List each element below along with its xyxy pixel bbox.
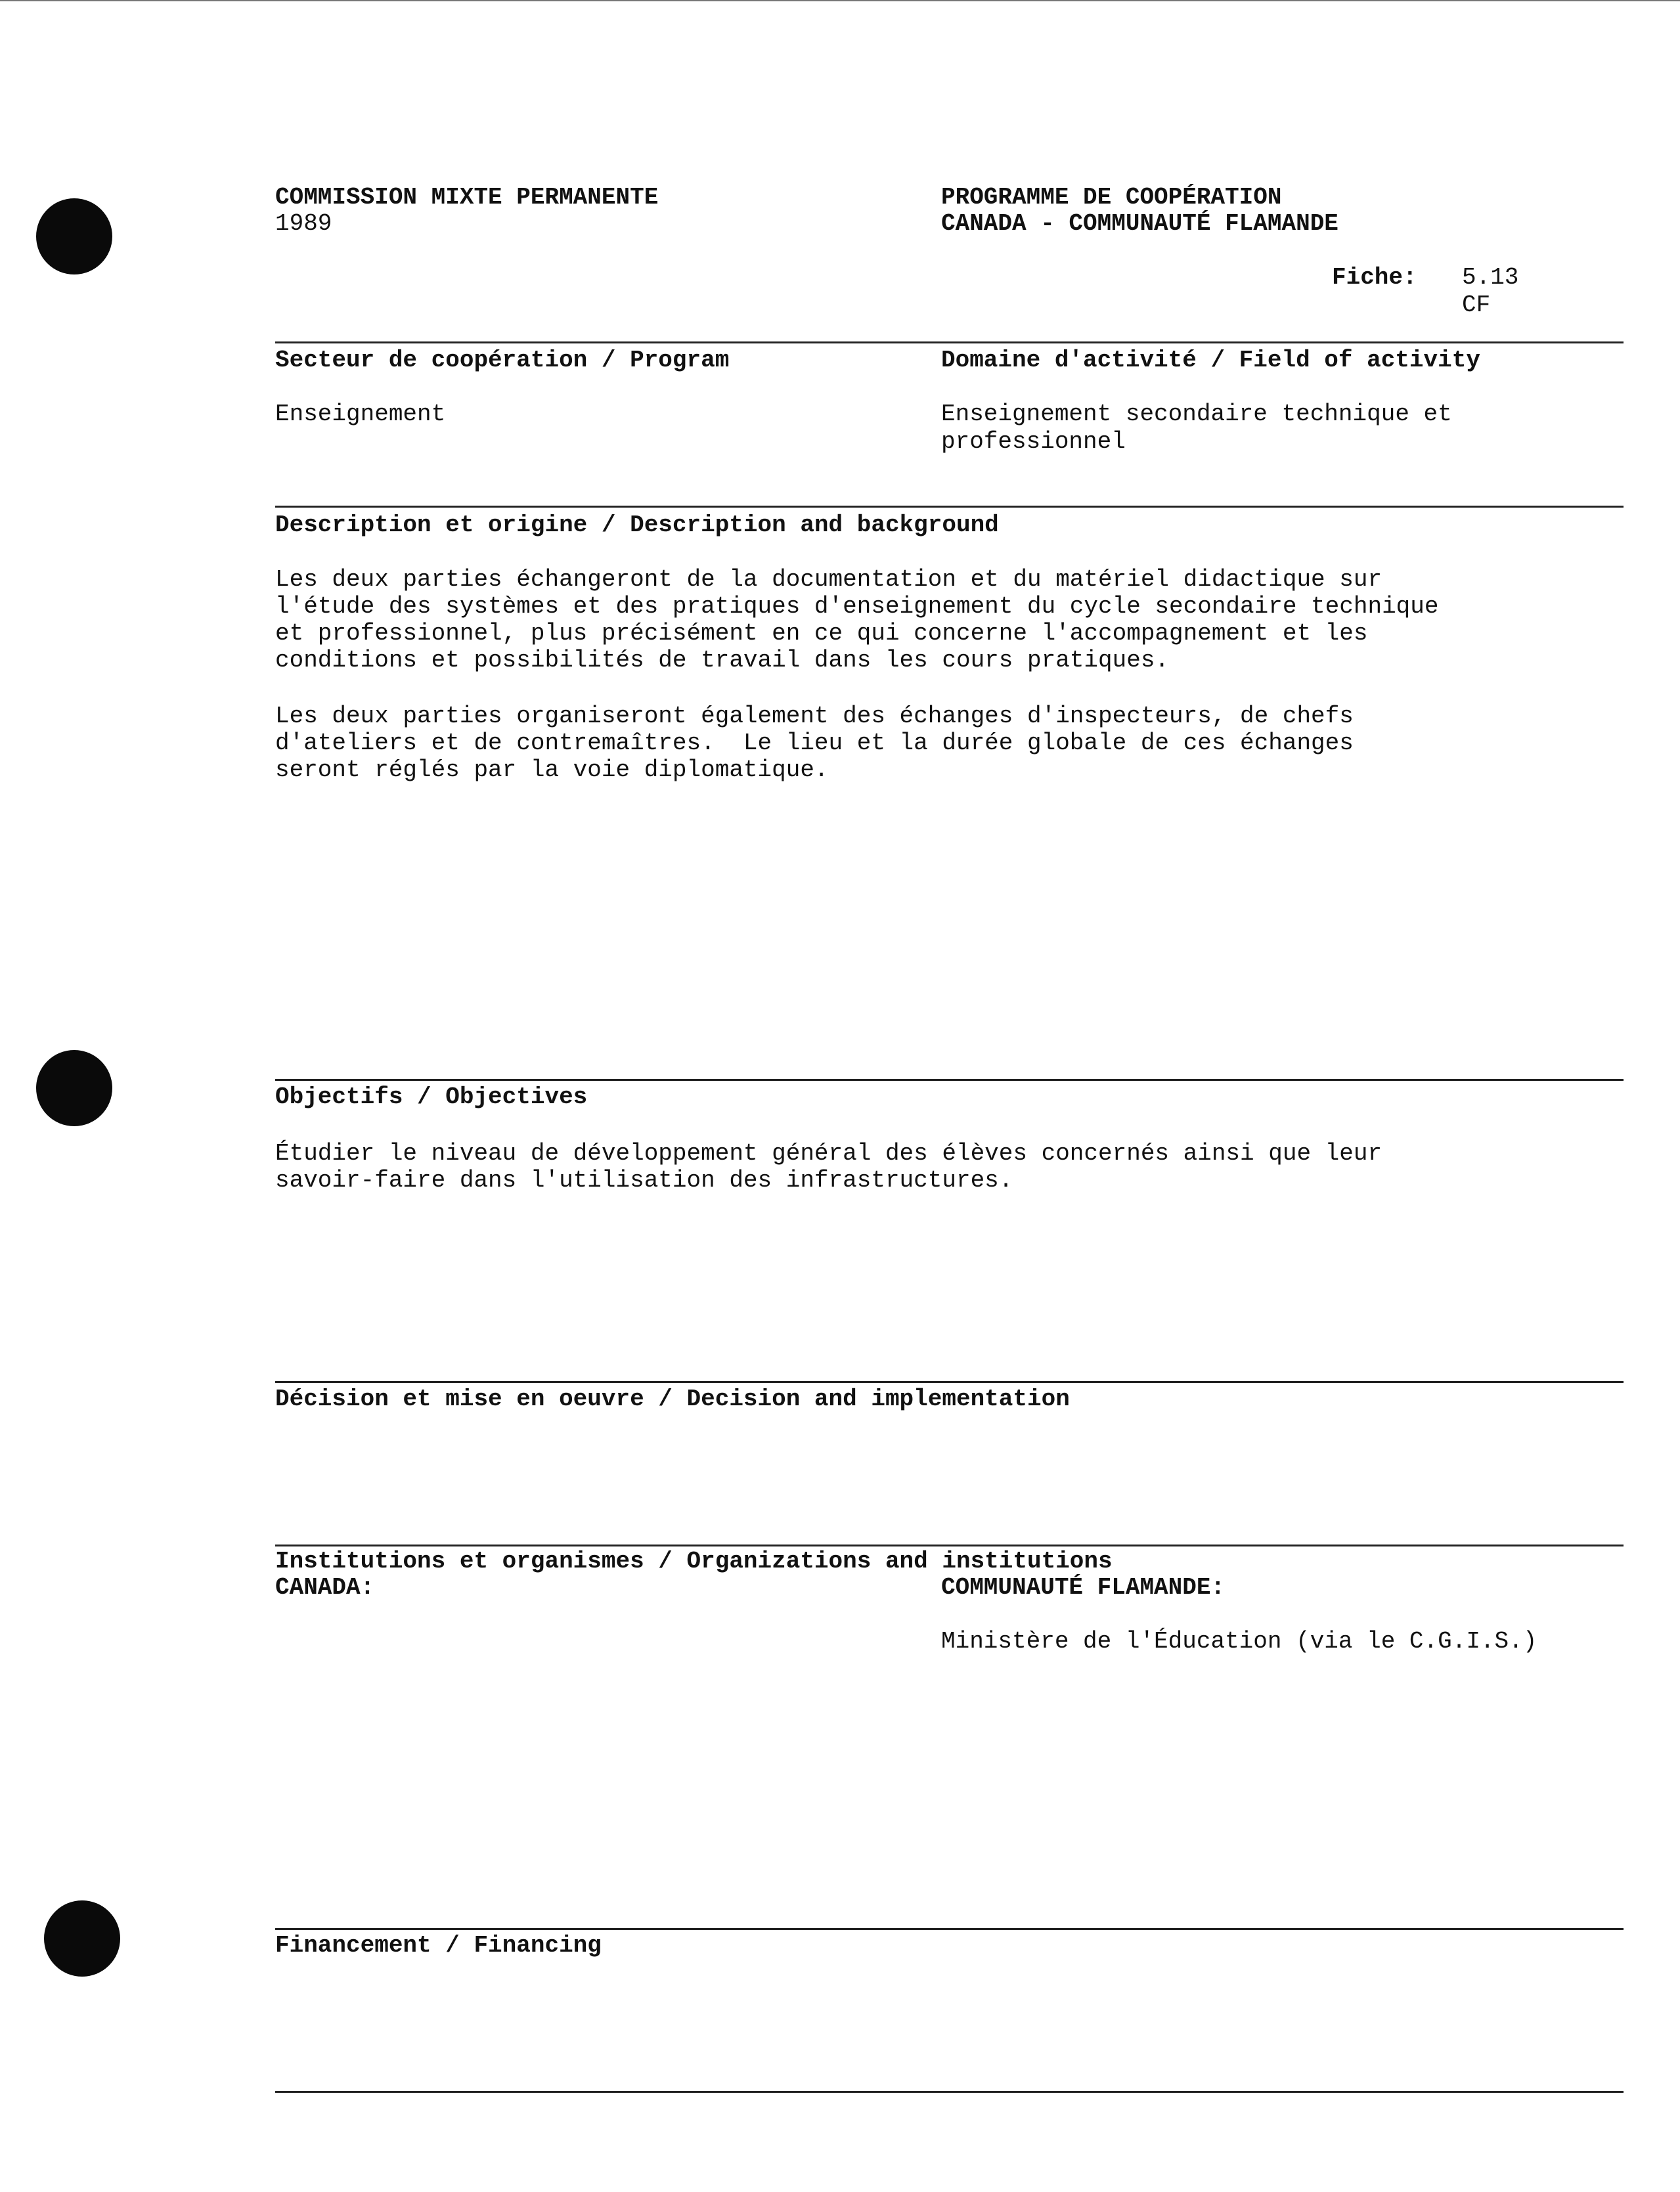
field-value-line2: professionnel xyxy=(941,428,1126,455)
section-divider xyxy=(275,1381,1624,1383)
description-heading: Description et origine / Description and background xyxy=(275,512,999,538)
decision-heading: Décision et mise en oeuvre / Decision and implementation xyxy=(275,1386,1070,1413)
programme-title: PROGRAMME DE COOPÉRATION xyxy=(941,184,1282,211)
canada-label: CANADA: xyxy=(275,1574,375,1601)
field-value-line1: Enseignement secondaire technique et xyxy=(941,401,1452,427)
financing-heading: Financement / Financing xyxy=(275,1932,602,1959)
programme-subtitle: CANADA - COMMUNAUTÉ FLAMANDE xyxy=(941,210,1338,237)
fiche-code: CF xyxy=(1462,292,1491,318)
objectives-line2: savoir-faire dans l'utilisation des infrastructures. xyxy=(275,1167,1013,1194)
flemish-community-label: COMMUNAUTÉ FLAMANDE: xyxy=(941,1574,1226,1601)
flemish-community-institution: Ministère de l'Éducation (via le C.G.I.S.) xyxy=(941,1628,1537,1655)
institutions-heading: Institutions et organismes / Organizations and institutions xyxy=(275,1548,1113,1575)
section-divider xyxy=(275,1928,1624,1930)
fiche-number: 5.13 xyxy=(1462,264,1519,291)
section-divider xyxy=(275,1545,1624,1546)
description-para2-line2: d'ateliers et de contremaîtres. Le lieu et la durée globale de ces échanges xyxy=(275,730,1354,756)
commission-year: 1989 xyxy=(275,210,332,237)
section-divider xyxy=(275,506,1624,508)
description-para1-line1: Les deux parties échangeront de la documentation et du matériel didactique sur xyxy=(275,566,1382,593)
description-para1-line2: l'étude des systèmes et des pratiques d'enseignement du cycle secondaire technique xyxy=(275,593,1439,620)
commission-title: COMMISSION MIXTE PERMANENTE xyxy=(275,184,659,211)
description-para2-line3: seront réglés par la voie diplomatique. xyxy=(275,756,829,783)
punch-hole-middle xyxy=(36,1050,112,1126)
description-para2-line1: Les deux parties organiseront également des échanges d'inspecteurs, de chefs xyxy=(275,703,1354,730)
description-para1-line4: conditions et possibilités de travail dans les cours pratiques. xyxy=(275,647,1170,674)
sector-heading: Secteur de coopération / Program xyxy=(275,347,730,374)
fiche-label: Fiche: xyxy=(1332,264,1417,291)
punch-hole-bottom xyxy=(44,1900,120,1977)
top-edge-line xyxy=(0,0,1680,1)
objectives-line1: Étudier le niveau de développement général des élèves concernés ainsi que leur xyxy=(275,1140,1382,1167)
sector-value: Enseignement xyxy=(275,401,446,427)
punch-hole-top xyxy=(36,198,112,274)
section-divider xyxy=(275,341,1624,343)
objectives-heading: Objectifs / Objectives xyxy=(275,1084,588,1110)
field-heading: Domaine d'activité / Field of activity xyxy=(941,347,1480,374)
bottom-divider xyxy=(275,2091,1624,2093)
section-divider xyxy=(275,1079,1624,1081)
description-para1-line3: et professionnel, plus précisément en ce qui concerne l'accompagnement et les xyxy=(275,620,1368,647)
